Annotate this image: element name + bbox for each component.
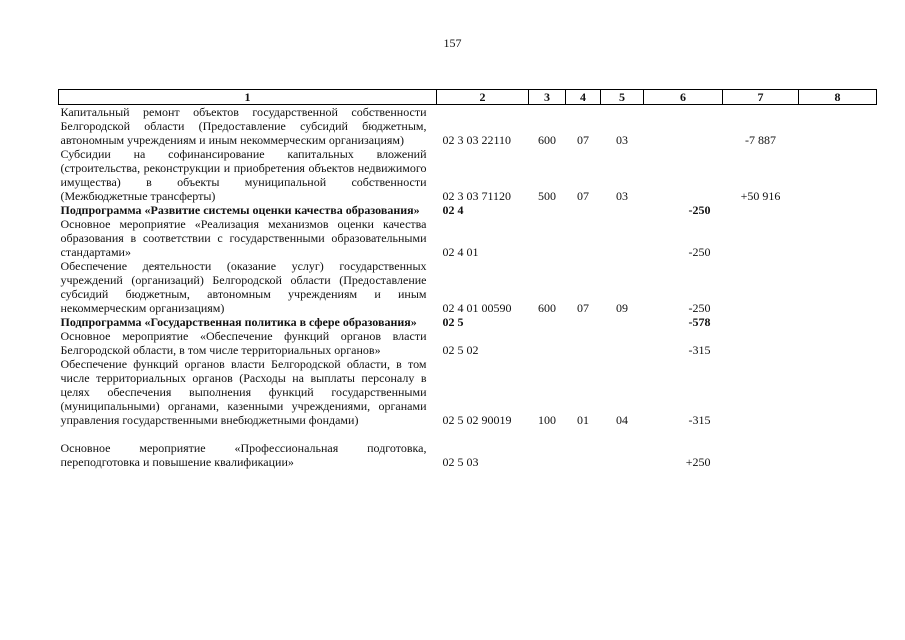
cell-c4: 01 xyxy=(577,413,589,427)
table-row xyxy=(59,329,877,357)
cell-c5: 04 xyxy=(616,413,628,427)
cell-c5: 03 xyxy=(616,189,628,203)
cell-c8 xyxy=(799,441,877,469)
cell-c4: 07 xyxy=(577,189,589,203)
cell-c5 xyxy=(601,441,644,469)
cell-c8 xyxy=(799,147,877,203)
cell-c6: -578 xyxy=(688,315,711,329)
cell-c7: +50 916 xyxy=(740,189,781,203)
cell-c6: -315 xyxy=(688,343,711,357)
cell-c3 xyxy=(529,203,566,217)
cell-c7: -7 887 xyxy=(745,133,776,147)
header-col-5: 5 xyxy=(601,90,644,105)
cell-c3: 600 xyxy=(538,133,556,147)
table-row xyxy=(59,259,877,315)
cell-c3 xyxy=(529,441,566,469)
cell-c4 xyxy=(566,329,601,357)
cell-c8 xyxy=(799,217,877,259)
cell-c4 xyxy=(566,203,601,217)
cell-name: Обеспечение функций органов власти Белгородской области, в том числе территориальных органов (Расходы на выплаты персоналу в целях обеспечения выполнения функций государственными (муниципальными) органами, казенными учреждениями, органами управления государственными внебюджетными фондами) xyxy=(60,357,427,427)
cell-c7 xyxy=(723,315,799,329)
spacer-cell xyxy=(59,427,877,441)
header-col-1: 1 xyxy=(59,90,437,105)
header-col-7: 7 xyxy=(723,90,799,105)
cell-c6: -250 xyxy=(688,301,711,315)
cell-code: 02 3 03 71120 xyxy=(442,189,512,203)
cell-code: 02 5 xyxy=(442,315,464,329)
cell-code: 02 5 03 xyxy=(442,455,479,469)
cell-name: Капитальный ремонт объектов государственной собственности Белгородской области (Предоставление субсидий бюджетным, автономным учреждениям и иным некоммерческим организациям) xyxy=(60,105,427,147)
cell-c8 xyxy=(799,315,877,329)
cell-code: 02 5 02 90019 xyxy=(442,413,512,427)
cell-c3 xyxy=(529,329,566,357)
cell-code: 02 5 02 xyxy=(442,343,479,357)
header-row xyxy=(59,90,877,105)
cell-name: Обеспечение деятельности (оказание услуг) государственных учреждений (организаций) Белгородской области (Предоставление субсидий бюджетным, автономным учреждениям и иным некоммерческим организациям) xyxy=(60,259,427,315)
cell-c4 xyxy=(566,217,601,259)
cell-c6: -315 xyxy=(688,413,711,427)
cell-c5 xyxy=(601,217,644,259)
cell-code: 02 4 01 xyxy=(442,245,479,259)
cell-c5 xyxy=(601,329,644,357)
table-row xyxy=(59,147,877,203)
cell-name: Подпрограмма «Развитие системы оценки качества образования» xyxy=(60,203,420,217)
cell-c4 xyxy=(566,315,601,329)
cell-c7 xyxy=(723,441,799,469)
budget-table xyxy=(58,89,877,469)
cell-c5: 09 xyxy=(616,301,628,315)
cell-c6: -250 xyxy=(688,245,711,259)
cell-c8 xyxy=(799,259,877,315)
cell-c8 xyxy=(799,329,877,357)
cell-c6 xyxy=(644,105,723,148)
cell-c3 xyxy=(529,217,566,259)
table-row xyxy=(59,217,877,259)
cell-c3: 600 xyxy=(538,301,556,315)
cell-c7 xyxy=(723,329,799,357)
page-number: 157 xyxy=(443,36,462,50)
cell-c6: -250 xyxy=(688,203,711,217)
header-col-6: 6 xyxy=(644,90,723,105)
cell-name: Основное мероприятие «Реализация механизмов оценки качества образования в соответствии с государственными образовательными стандартами» xyxy=(60,217,427,259)
cell-c8 xyxy=(799,203,877,217)
header-col-3: 3 xyxy=(529,90,566,105)
table-row xyxy=(59,357,877,427)
cell-c4: 07 xyxy=(577,133,589,147)
table-row xyxy=(59,203,877,217)
cell-c7 xyxy=(723,357,799,427)
cell-c6: +250 xyxy=(685,455,711,469)
cell-c7 xyxy=(723,217,799,259)
cell-c5: 03 xyxy=(616,133,628,147)
cell-name: Субсидии на софинансирование капитальных вложений (строительства, реконструкции и приобретения объектов недвижимого имущества) в объекты муниципальной собственности (Межбюджетные трансферты) xyxy=(60,147,427,203)
cell-code: 02 3 03 22110 xyxy=(442,133,512,147)
table-row xyxy=(59,105,877,148)
cell-c7 xyxy=(723,259,799,315)
cell-c6 xyxy=(644,147,723,203)
spacer-row xyxy=(59,427,877,441)
table-row xyxy=(59,315,877,329)
cell-c3: 100 xyxy=(538,413,556,427)
cell-code: 02 4 01 00590 xyxy=(442,301,512,315)
cell-c8 xyxy=(799,357,877,427)
cell-c8 xyxy=(799,105,877,148)
table-row xyxy=(59,441,877,469)
cell-name: Основное мероприятие «Обеспечение функций органов власти Белгородской области, в том числе территориальных органов» xyxy=(60,329,427,357)
cell-c7 xyxy=(723,203,799,217)
cell-c3 xyxy=(529,315,566,329)
header-col-2: 2 xyxy=(437,90,529,105)
header-col-8: 8 xyxy=(799,90,877,105)
table-body xyxy=(59,105,877,470)
cell-c3: 500 xyxy=(538,189,556,203)
cell-code: 02 4 xyxy=(442,203,464,217)
header-col-4: 4 xyxy=(566,90,601,105)
cell-c5 xyxy=(601,203,644,217)
cell-c5 xyxy=(601,315,644,329)
cell-c4: 07 xyxy=(577,301,589,315)
cell-name: Основное мероприятие «Профессиональная подготовка, переподготовка и повышение квалификации» xyxy=(60,441,427,469)
cell-c4 xyxy=(566,441,601,469)
cell-name: Подпрограмма «Государственная политика в сфере образования» xyxy=(60,315,417,329)
